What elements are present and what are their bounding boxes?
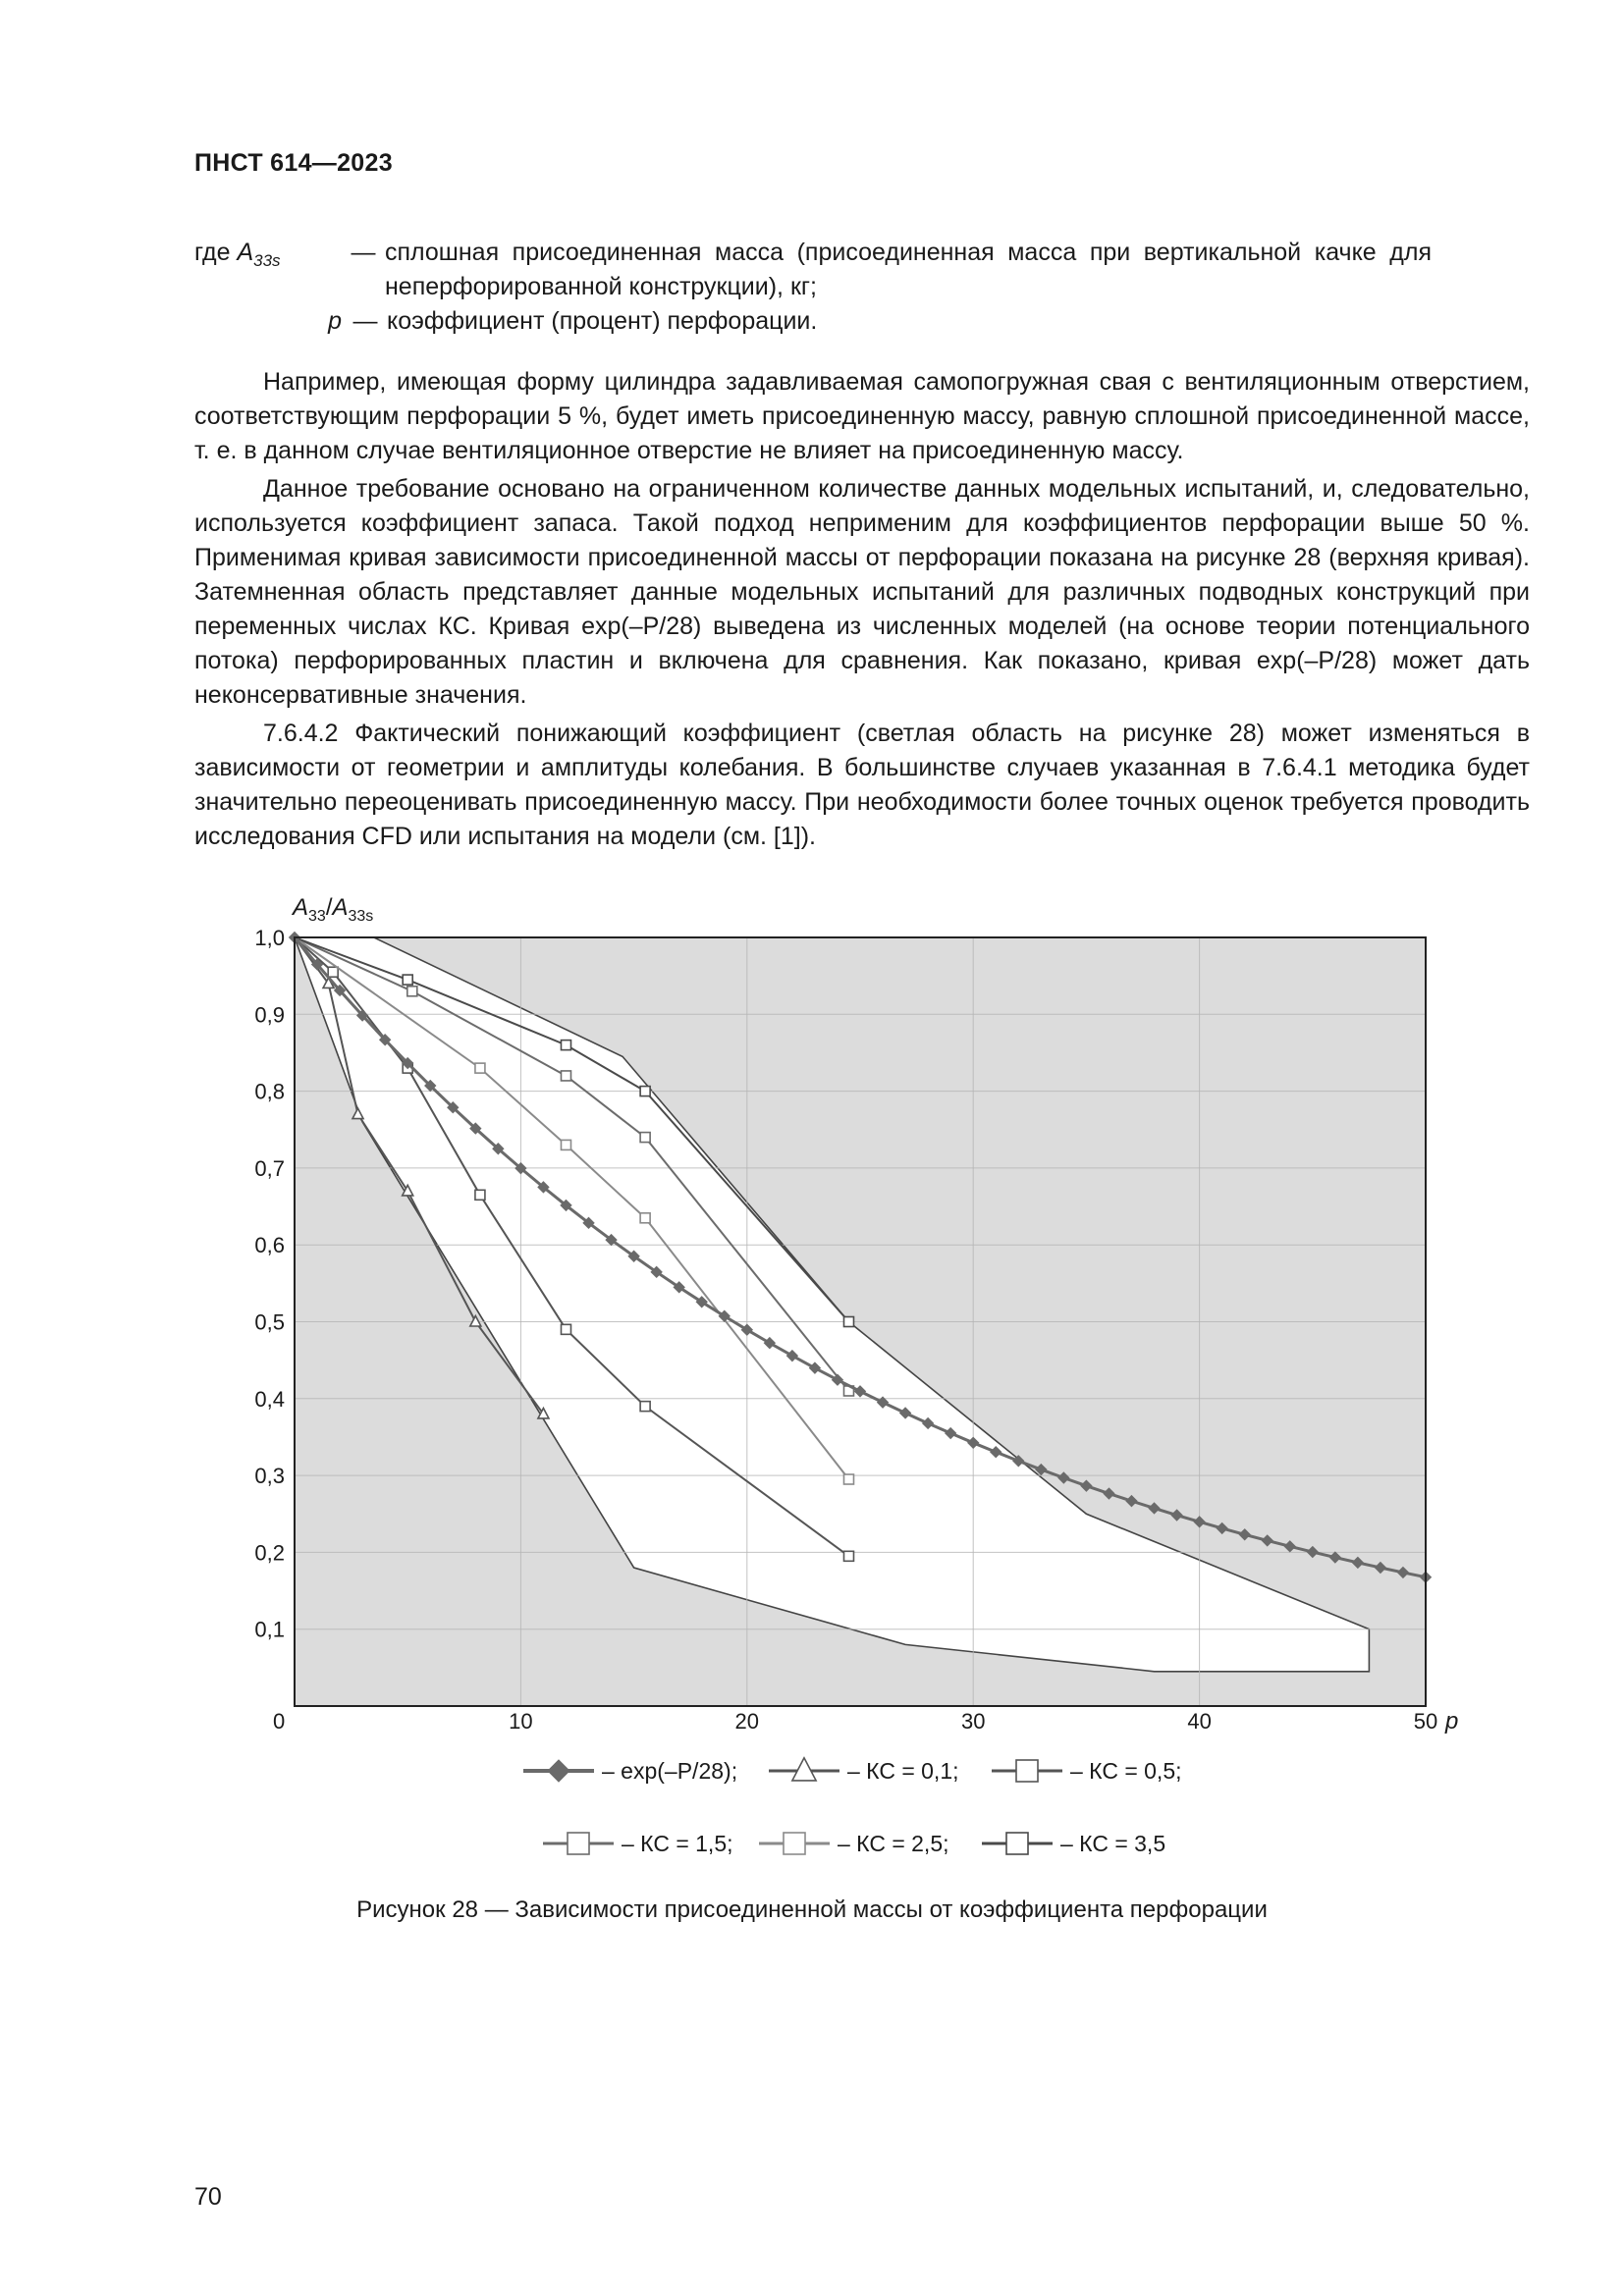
paragraph: Например, имеющая форму цилиндра задавливаемая самопогружная свая с вентиляционным отверстием, соответствующим перфорации 5 %, будет иметь присоединенную массу, равную сплошной присоединенной массе, т. е. в данном случае вентиляционное отверстие не влияет на присоединенную массу. bbox=[194, 368, 1530, 464]
y-label-sub1: 33 bbox=[308, 908, 326, 925]
data-point-kc15 bbox=[640, 1133, 650, 1143]
data-point-kc35 bbox=[561, 1041, 570, 1050]
legend-marker-kc01 bbox=[792, 1758, 816, 1781]
paragraph: Данное требование основано на ограниченном количестве данных модельных испытаний, и, следовательно, используется коэффициент запаса. Такой подход неприменим для коэффициентов перфорации выше 50 %. Применимая кривая зависимости присоединенной массы от перфорации показана на рисунке 28 (верхняя кривая). Затемненная область представляет данные модельных испытаний для различных подводных конструкций при переменных числах КС. Кривая exp(–P/28) выведена из численных моделей (на основе теории потенциального потока) перфорированных пластин и включена для сравнения. Как показано, кривая exp(–P/28) может дать неконсервативные значения. bbox=[194, 475, 1530, 709]
origin-label: 0 bbox=[273, 1709, 286, 1734]
y-tick-label: 0,2 bbox=[254, 1540, 285, 1566]
y-tick-label: 0,8 bbox=[254, 1079, 285, 1104]
y-axis-label bbox=[291, 894, 373, 925]
y-tick-label: 0,5 bbox=[254, 1309, 285, 1335]
data-point-kc25 bbox=[843, 1474, 853, 1484]
y-tick-label: 0,6 bbox=[254, 1233, 285, 1258]
data-point-kc25 bbox=[475, 1063, 485, 1073]
x-tick-label: 10 bbox=[509, 1709, 533, 1734]
page-number: 70 bbox=[194, 2183, 222, 2211]
legend-marker-kc15 bbox=[568, 1833, 589, 1854]
legend-label-exp: – exp(–P/28); bbox=[602, 1758, 738, 1784]
data-point-kc05 bbox=[561, 1324, 570, 1334]
term-symbol: p bbox=[328, 307, 342, 335]
legend-marker-kc25 bbox=[784, 1833, 805, 1854]
legend-label-kc25: – КС = 2,5; bbox=[838, 1831, 949, 1856]
data-point-kc05 bbox=[843, 1551, 853, 1561]
data-point-kc05 bbox=[640, 1402, 650, 1412]
y-tick-label: 0,1 bbox=[254, 1617, 285, 1642]
term-subscript: 33s bbox=[253, 251, 281, 270]
plot-layer bbox=[290, 933, 1432, 1707]
data-point-kc15 bbox=[561, 1071, 570, 1081]
data-point-kc05 bbox=[475, 1190, 485, 1200]
x-tick-label: 30 bbox=[960, 1709, 986, 1734]
term-prefix: где bbox=[194, 239, 238, 266]
y-label-slash: / bbox=[325, 894, 333, 921]
x-tick-label: 50 bbox=[1413, 1709, 1438, 1734]
x-axis-label: p bbox=[1445, 1708, 1459, 1735]
definition-dash: — bbox=[352, 307, 378, 335]
legend-label-kc01: – КС = 0,1; bbox=[847, 1758, 959, 1784]
legend-label-kc35: – КС = 3,5 bbox=[1060, 1831, 1166, 1856]
y-label-a2: A bbox=[332, 894, 349, 921]
legend-marker-kc05 bbox=[1016, 1760, 1038, 1782]
legend-label-kc15: – КС = 1,5; bbox=[622, 1831, 733, 1856]
y-tick-label: 0,9 bbox=[254, 1002, 285, 1028]
y-label-a: A bbox=[293, 894, 309, 921]
definition-text: сплошная присоединенная масса (присоединенная масса при вертикальной качке для неперфорированной конструкции), кг; bbox=[385, 239, 1432, 300]
definition-dash: — bbox=[351, 239, 376, 266]
data-point-kc35 bbox=[640, 1087, 650, 1096]
legend-marker-kc35 bbox=[1006, 1833, 1028, 1854]
y-tick-label: 0,3 bbox=[254, 1464, 285, 1489]
data-point-kc15 bbox=[407, 987, 417, 996]
y-tick-label: 1,0 bbox=[254, 926, 285, 950]
y-tick-label: 0,4 bbox=[254, 1386, 285, 1412]
definition-text: коэффициент (процент) перфорации. bbox=[387, 307, 818, 335]
x-tick-label: 20 bbox=[734, 1709, 760, 1734]
data-point-kc05 bbox=[328, 967, 338, 977]
y-tick-label: 0,7 bbox=[254, 1155, 285, 1181]
legend-marker-exp bbox=[548, 1760, 569, 1782]
legend-label-kc05: – КС = 0,5; bbox=[1070, 1758, 1182, 1784]
chart-legend bbox=[523, 1758, 1182, 1856]
x-tick-label: 40 bbox=[1187, 1709, 1212, 1734]
y-label-sub2: 33s bbox=[348, 908, 374, 925]
document-header: ПНСТ 614—2023 bbox=[194, 149, 393, 177]
data-point-kc25 bbox=[561, 1140, 570, 1149]
data-point-kc25 bbox=[640, 1213, 650, 1223]
data-point-kc35 bbox=[843, 1317, 853, 1327]
term-symbol: A bbox=[237, 239, 254, 266]
paragraph: 7.6.4.2 Фактический понижающий коэффициент (светлая область на рисунке 28) может изменяться в зависимости от геометрии и амплитуды колебания. В большинстве случаев указанная в 7.6.4.1 методика будет значительно переоценивать присоединенную массу. При необходимости более точных оценок требуется проводить исследования CFD или испытания на модели (см. [1]). bbox=[194, 720, 1530, 850]
figure-caption: Рисунок 28 — Зависимости присоединенной массы от коэффициента перфорации bbox=[356, 1896, 1268, 1923]
data-point-kc35 bbox=[403, 975, 412, 985]
